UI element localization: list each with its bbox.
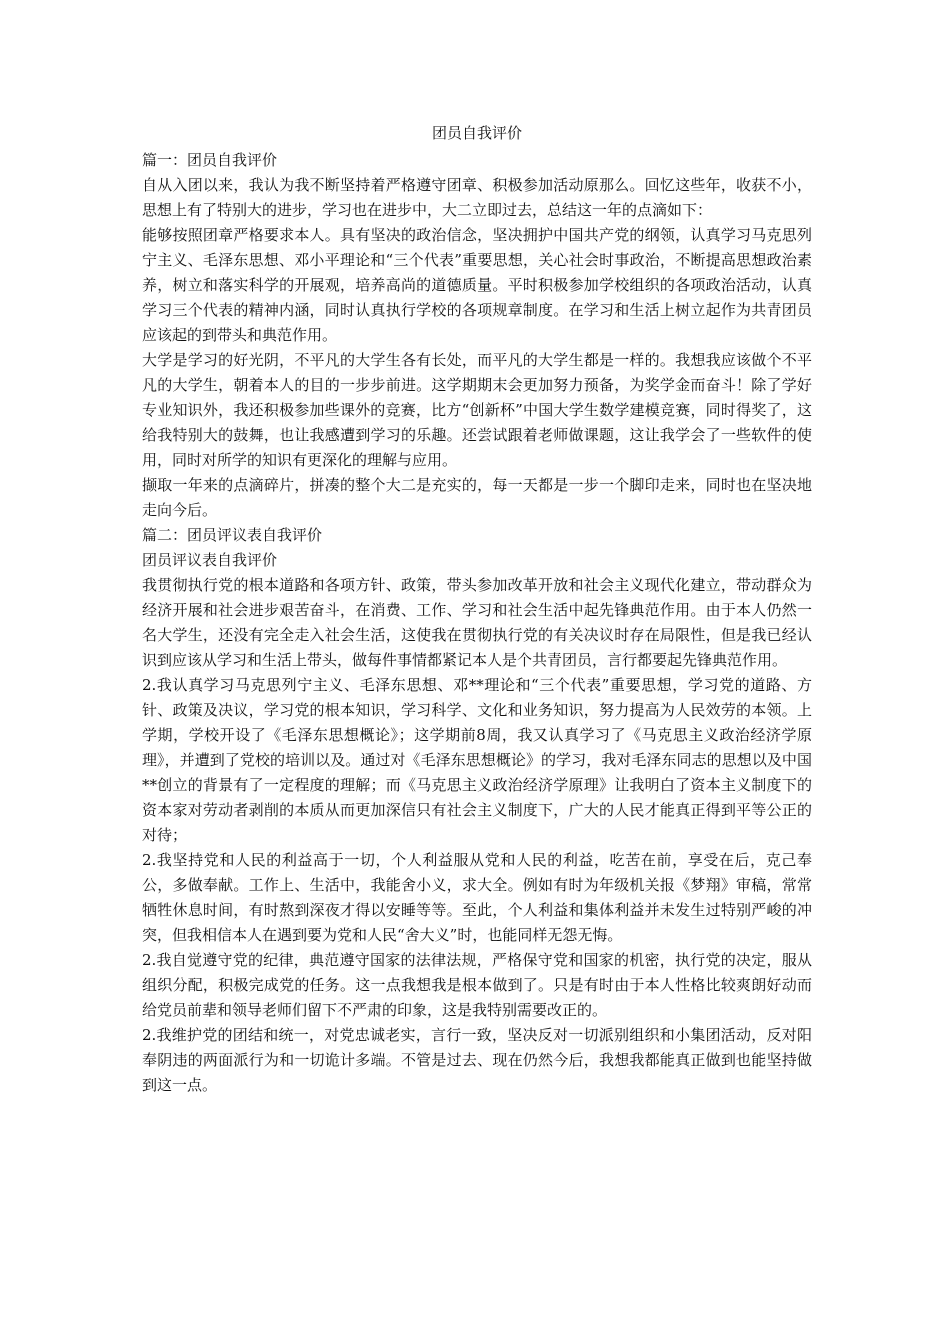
paragraph: 团员评议表自我评价 bbox=[142, 551, 278, 569]
paragraph: 2.我自觉遵守党的纪律，典范遵守国家的法律法规，严格保守党和国家的机密，执行党的决定，服从组织分配，积极完成党的任务。这一点我想我是根本做到了。只是有时由于本人性格比较爽朗好动而给党员前辈和领导老师们留下不严肃的印象，这是我特别需要改正的。 bbox=[142, 951, 812, 1019]
document-title: 团员自我评价 bbox=[431, 124, 522, 142]
paragraph: 篇一：团员自我评价 bbox=[142, 151, 278, 169]
paragraph: 篇二：团员评议表自我评价 bbox=[142, 526, 323, 544]
document-body bbox=[142, 148, 812, 1098]
paragraph: 自从入团以来，我认为我不断坚持着严格遵守团章、积极参加活动原那么。回忆这些年，收获不小，思想上有了特别大的进步，学习也在进步中，大二立即过去，总结这一年的点滴如下： bbox=[142, 176, 812, 219]
paragraph: 2.我维护党的团结和统一，对党忠诚老实，言行一致，坚决反对一切派别组织和小集团活动，反对阳奉阴违的两面派行为和一切诡计多端。不管是过去、现在仍然今后，我想我都能真正做到也能坚持做到这一点。 bbox=[142, 1026, 812, 1094]
paragraph: 我贯彻执行党的根本道路和各项方针、政策，带头参加改革开放和社会主义现代化建立，带动群众为经济开展和社会进步艰苦奋斗，在消费、工作、学习和社会生活中起先锋典范作用。由于本人仍然一名大学生，还没有完全走入社会生活，这使我在贯彻执行党的有关决议时存在局限性，但是我已经认识到应该从学习和生活上带头，做每件事情都紧记本人是个共青团员，言行都要起先锋典范作用。 bbox=[142, 576, 812, 669]
paragraph: 能够按照团章严格要求本人。具有坚决的政治信念，坚决拥护中国共产党的纲领，认真学习马克思列宁主义、毛泽东思想、邓小平理论和“三个代表”重要思想，关心社会时事政治，不断提高思想政治素养，树立和落实科学的开展观，培养高尚的道德质量。平时积极参加学校组织的各项政治活动，认真学习三个代表的精神内涵，同时认真执行学校的各项规章制度。在学习和生活上树立起作为共青团员应该起的到带头和典范作用。 bbox=[142, 226, 812, 344]
paragraph: 2.我坚持党和人民的利益高于一切，个人利益服从党和人民的利益，吃苦在前，享受在后，克己奉公，多做奉献。工作上、生活中，我能舍小义，求大全。例如有时为年级机关报《梦翔》审稿，常常牺牲休息时间，有时熬到深夜才得以安睡等等。至此，个人利益和集体利益并未发生过特别严峻的冲突，但我相信本人在遇到要为党和人民“舍大义”时，也能同样无怨无悔。 bbox=[142, 851, 812, 944]
document-page bbox=[142, 118, 812, 1098]
paragraph: 2.我认真学习马克思列宁主义、毛泽东思想、邓**理论和“三个代表”重要思想，学习党的道路、方针、政策及决议，学习党的根本知识，学习科学、文化和业务知识，努力提高为人民效劳的本领。上学期，学校开设了《毛泽东思想概论》；这学期前8周，我又认真学习了《马克思主义政治经济学原理》，并遭到了党校的培训以及。通过对《毛泽东思想概论》的学习，我对毛泽东同志的思想以及中国**创立的背景有了一定程度的理解；而《马克思主义政治经济学原理》让我明白了资本主义制度下的资本家对劳动者剥削的本质从而更加深信只有社会主义制度下，广大的人民才能真正得到平等公正的对待； bbox=[142, 676, 812, 844]
paragraph: 撷取一年来的点滴碎片，拼凑的整个大二是充实的，每一天都是一步一个脚印走来，同时也在坚决地走向今后。 bbox=[142, 476, 812, 519]
paragraph: 大学是学习的好光阴，不平凡的大学生各有长处，而平凡的大学生都是一样的。我想我应该做个不平凡的大学生，朝着本人的目的一步步前进。这学期期末会更加努力预备，为奖学金而奋斗！除了学好专业知识外，我还积极参加些课外的竞赛，比方“创新杯”中国大学生数学建模竞赛，同时得奖了，这给我特别大的鼓舞，也让我感遭到学习的乐趣。还尝试跟着老师做课题，这让我学会了一些软件的使用，同时对所学的知识有更深化的理解与应用。 bbox=[142, 351, 812, 469]
